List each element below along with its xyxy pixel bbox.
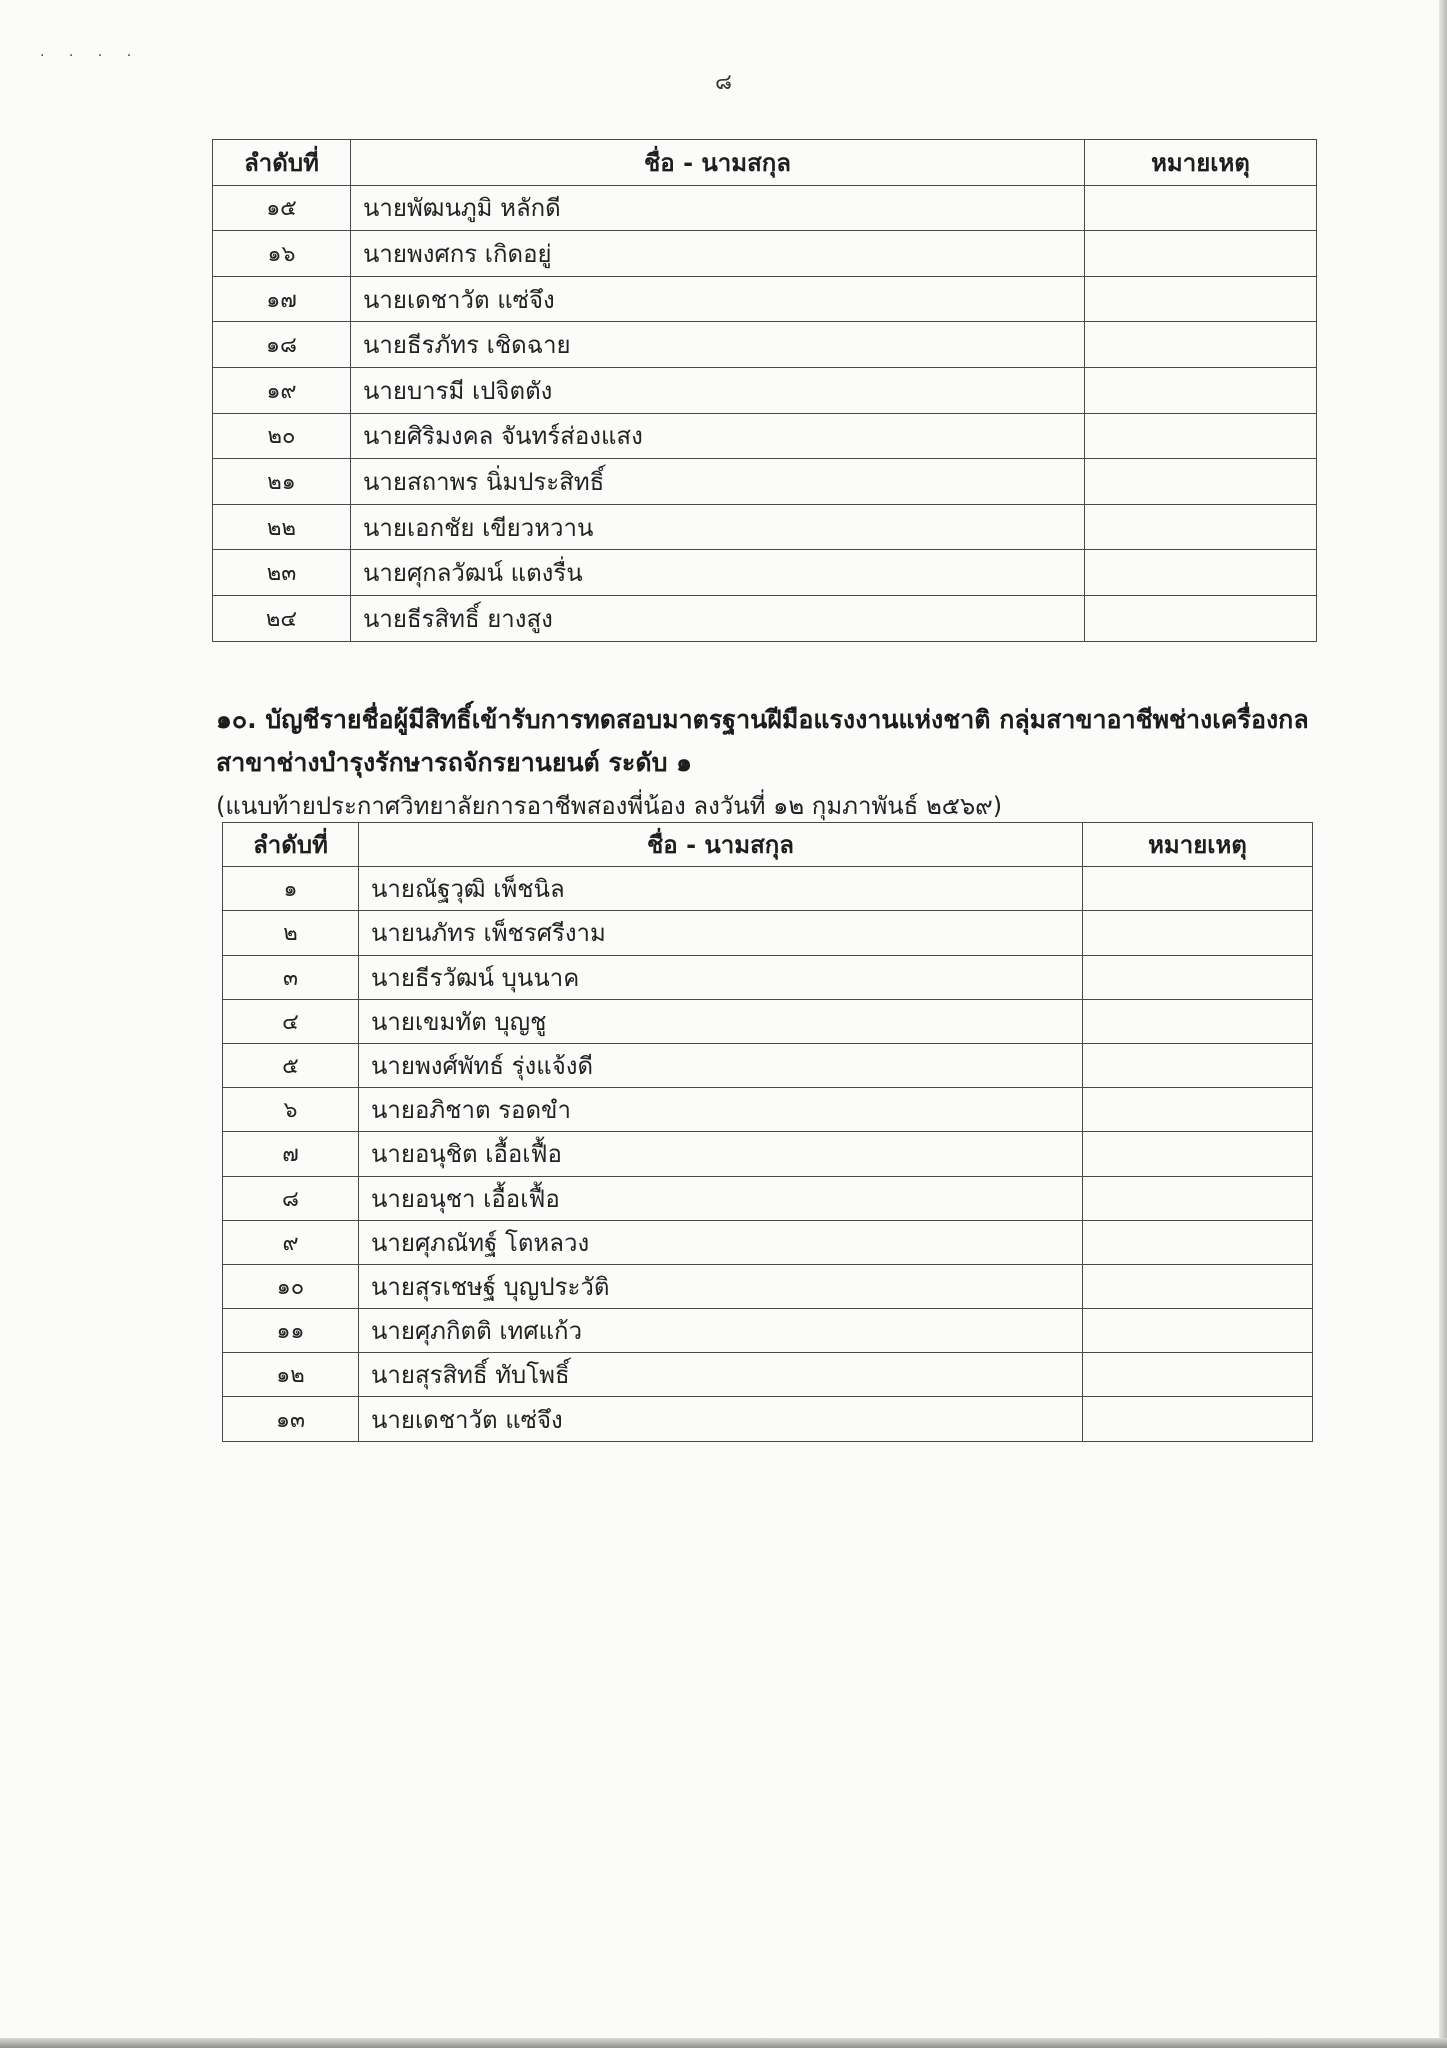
table-row: [223, 1132, 1313, 1176]
row-number: ๒๑: [213, 459, 351, 505]
roster-table-continued: [212, 139, 1317, 642]
row-remark: [1083, 1353, 1313, 1397]
row-name: นายพงศกร เกิดอยู่: [351, 231, 1085, 277]
row-remark: [1085, 231, 1317, 277]
header-name: ชื่อ - นามสกุล: [359, 823, 1083, 867]
row-number: ๔: [223, 999, 359, 1043]
attachment-note: (แนบท้ายประกาศวิทยาลัยการอาชีพสองพี่น้อง ลงวันที่ ๑๒ กุมภาพันธ์ ๒๕๖๙): [216, 792, 1003, 820]
section-subheading: สาขาช่างบำรุงรักษารถจักรยานยนต์ ระดับ ๑: [216, 748, 693, 777]
row-number: ๑๑: [223, 1309, 359, 1353]
table-row: [223, 867, 1313, 911]
row-name: นายเอกชัย เขียวหวาน: [351, 504, 1085, 550]
table-row: [223, 911, 1313, 955]
row-number: ๑๒: [223, 1353, 359, 1397]
row-number: ๑๐: [223, 1264, 359, 1308]
header-order: ลำดับที่: [223, 823, 359, 867]
row-number: ๑๙: [213, 367, 351, 413]
row-remark: [1083, 867, 1313, 911]
row-name: นายสุรสิทธิ์ ทับโพธิ์: [359, 1353, 1083, 1397]
table-row: [223, 999, 1313, 1043]
row-number: ๒๐: [213, 413, 351, 459]
row-name: นายเดชาวัต แซ่จึง: [351, 276, 1085, 322]
page-edge-right: [1439, 0, 1447, 2048]
table-row: [213, 550, 1317, 596]
row-name: นายอนุชิต เอื้อเฟื้อ: [359, 1132, 1083, 1176]
row-number: ๒๒: [213, 504, 351, 550]
roster-table-section-10: [222, 822, 1313, 1442]
row-remark: [1085, 550, 1317, 596]
header-name: ชื่อ - นามสกุล: [351, 140, 1085, 186]
table-row: [223, 1176, 1313, 1220]
table-row: [213, 322, 1317, 368]
row-name: นายณัฐวุฒิ เพ็ชนิล: [359, 867, 1083, 911]
table-row: [213, 595, 1317, 641]
row-remark: [1085, 367, 1317, 413]
row-remark: [1083, 911, 1313, 955]
row-number: ๑๕: [213, 185, 351, 231]
row-number: ๑๖: [213, 231, 351, 277]
table-body: [213, 185, 1317, 641]
row-remark: [1083, 1043, 1313, 1087]
table-row: [213, 185, 1317, 231]
row-remark: [1083, 1176, 1313, 1220]
row-number: ๕: [223, 1043, 359, 1087]
row-name: นายอภิชาต รอดขำ: [359, 1088, 1083, 1132]
row-number: ๖: [223, 1088, 359, 1132]
row-name: นายศุกลวัฒน์ แตงรื่น: [351, 550, 1085, 596]
table-row: [223, 955, 1313, 999]
row-number: ๒: [223, 911, 359, 955]
row-name: นายอนุชา เอื้อเฟื้อ: [359, 1176, 1083, 1220]
section-heading: ๑๐. บัญชีรายชื่อผู้มีสิทธิ์เข้ารับการทดสอบมาตรฐานฝีมือแรงงานแห่งชาติ กลุ่มสาขาอาชีพช่างเครื่องกล: [216, 705, 1309, 734]
table-row: [223, 1088, 1313, 1132]
table-row: [213, 504, 1317, 550]
row-remark: [1085, 322, 1317, 368]
row-remark: [1085, 459, 1317, 505]
row-remark: [1083, 1220, 1313, 1264]
page-number: ๘: [715, 70, 732, 95]
table-row: [223, 1353, 1313, 1397]
row-name: นายสถาพร นิ่มประสิทธิ์: [351, 459, 1085, 505]
row-number: ๘: [223, 1176, 359, 1220]
row-remark: [1083, 999, 1313, 1043]
row-name: นายธีรสิทธิ์ ยางสูง: [351, 595, 1085, 641]
row-remark: [1083, 1088, 1313, 1132]
table-row: [223, 1397, 1313, 1441]
table-row: [213, 459, 1317, 505]
row-number: ๒๓: [213, 550, 351, 596]
row-number: ๙: [223, 1220, 359, 1264]
row-number: ๗: [223, 1132, 359, 1176]
row-name: นายศุภกิตติ เทศแก้ว: [359, 1309, 1083, 1353]
row-number: ๑๗: [213, 276, 351, 322]
table-row: [223, 1220, 1313, 1264]
table-row: [223, 1043, 1313, 1087]
row-number: ๑๘: [213, 322, 351, 368]
row-remark: [1085, 185, 1317, 231]
row-remark: [1085, 413, 1317, 459]
scan-specks: · · · ·: [40, 48, 142, 64]
row-remark: [1085, 595, 1317, 641]
row-remark: [1083, 1264, 1313, 1308]
header-remark: หมายเหตุ: [1083, 823, 1313, 867]
row-name: นายบารมี เปจิตตัง: [351, 367, 1085, 413]
row-name: นายศิริมงคล จันทร์ส่องแสง: [351, 413, 1085, 459]
table-row: [223, 1309, 1313, 1353]
row-number: ๑: [223, 867, 359, 911]
row-name: นายศุภณัทฐ์ โตหลวง: [359, 1220, 1083, 1264]
row-remark: [1083, 1132, 1313, 1176]
row-name: นายพัฒนภูมิ หลักดี: [351, 185, 1085, 231]
table-body: [223, 867, 1313, 1441]
row-name: นายเดชาวัต แซ่จึง: [359, 1397, 1083, 1441]
row-name: นายนภัทร เพ็ชรศรีงาม: [359, 911, 1083, 955]
row-remark: [1085, 504, 1317, 550]
row-remark: [1083, 1309, 1313, 1353]
header-order: ลำดับที่: [213, 140, 351, 186]
table-header-row: [213, 140, 1317, 186]
row-name: นายเขมทัต บุญชู: [359, 999, 1083, 1043]
row-name: นายธีรวัฒน์ บุนนาค: [359, 955, 1083, 999]
row-remark: [1085, 276, 1317, 322]
row-number: ๒๔: [213, 595, 351, 641]
table-header-row: [223, 823, 1313, 867]
table-row: [213, 367, 1317, 413]
row-remark: [1083, 1397, 1313, 1441]
row-name: นายธีรภัทร เชิดฉาย: [351, 322, 1085, 368]
row-name: นายพงศ์พัทธ์ รุ่งแจ้งดี: [359, 1043, 1083, 1087]
table-row: [213, 231, 1317, 277]
table-row: [213, 413, 1317, 459]
header-remark: หมายเหตุ: [1085, 140, 1317, 186]
row-remark: [1083, 955, 1313, 999]
row-name: นายสุรเชษฐ์ บุญประวัติ: [359, 1264, 1083, 1308]
row-number: ๑๓: [223, 1397, 359, 1441]
table-row: [223, 1264, 1313, 1308]
page-edge-bottom: [0, 2038, 1447, 2048]
row-number: ๓: [223, 955, 359, 999]
table-row: [213, 276, 1317, 322]
